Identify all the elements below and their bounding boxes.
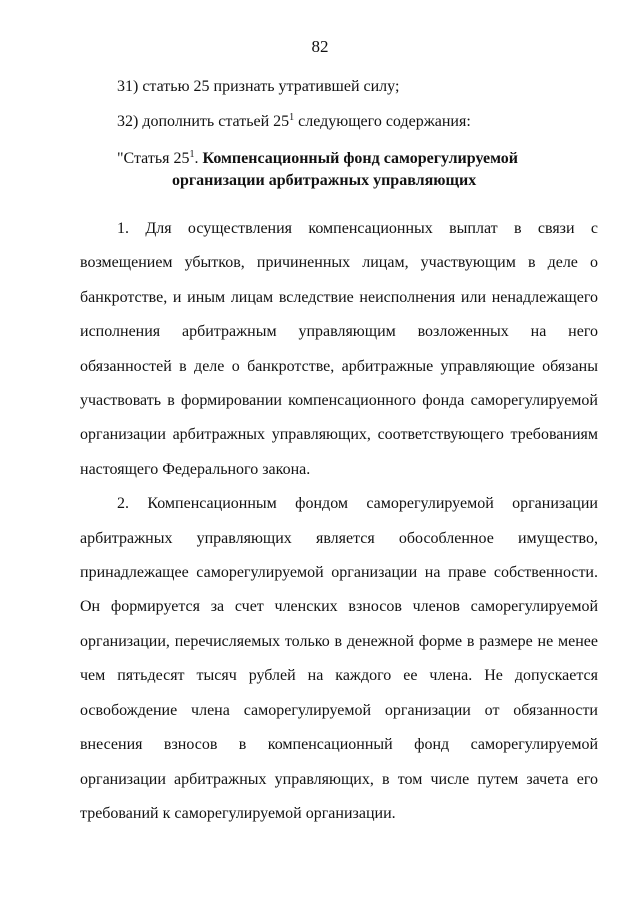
page-number: 82 [311,37,329,56]
paragraph-1: 1. Для осуществления компенсационных выплат в связи с возмещением убытков, причиненных лицам, участвующим в деле о банкротстве, и иным лицам вследствие неисполнения или ненадлежащего исполнения арбитражным управляющим возложенных на него обязанностей в деле о банкротстве, арбитражные управляющие обязаны участвовать в формировании компенсационного фонда саморегулируемой организации арбитражных управляющих, соответствующего требованиям настоящего Федерального закона. [80,220,598,478]
amendment-item-32 [117,113,471,131]
article-body [80,212,598,831]
article-heading [117,148,518,192]
amendment-item-32-prefix: 32) дополнить статьей 25 [117,113,290,130]
article-number-superscript: 1 [189,149,195,160]
article-title-line-1: Компенсационный фонд саморегулируемой [198,150,518,167]
amendment-item-32-suffix: следующего содержания: [294,113,471,130]
paragraph-2: 2. Компенсационным фондом саморегулируемой организации арбитражных управляющих является обособленное имущество, принадлежащее саморегулируемой организации на праве собственности. Он формируется за счет членских взносов членов саморегулируемой организации, перечисляемых только в денежной форме в размере не менее чем пятьдесят тысяч рублей на каждого ее члена. Не допускается освобождение члена саморегулируемой организации от обязанности внесения взносов в компенсационный фонд саморегулируемой организации арбитражных управляющих, в том числе путем зачета его требований к саморегулируемой организации. [80,495,598,822]
article-number-dot: . [194,150,199,167]
amendment-item-32-superscript: 1 [289,112,295,123]
article-title-line-2: организации арбитражных управляющих [172,172,477,189]
article-number-prefix: "Статья 25 [117,150,190,167]
amendment-item-31: 31) статью 25 признать утратившей силу; [117,78,400,95]
